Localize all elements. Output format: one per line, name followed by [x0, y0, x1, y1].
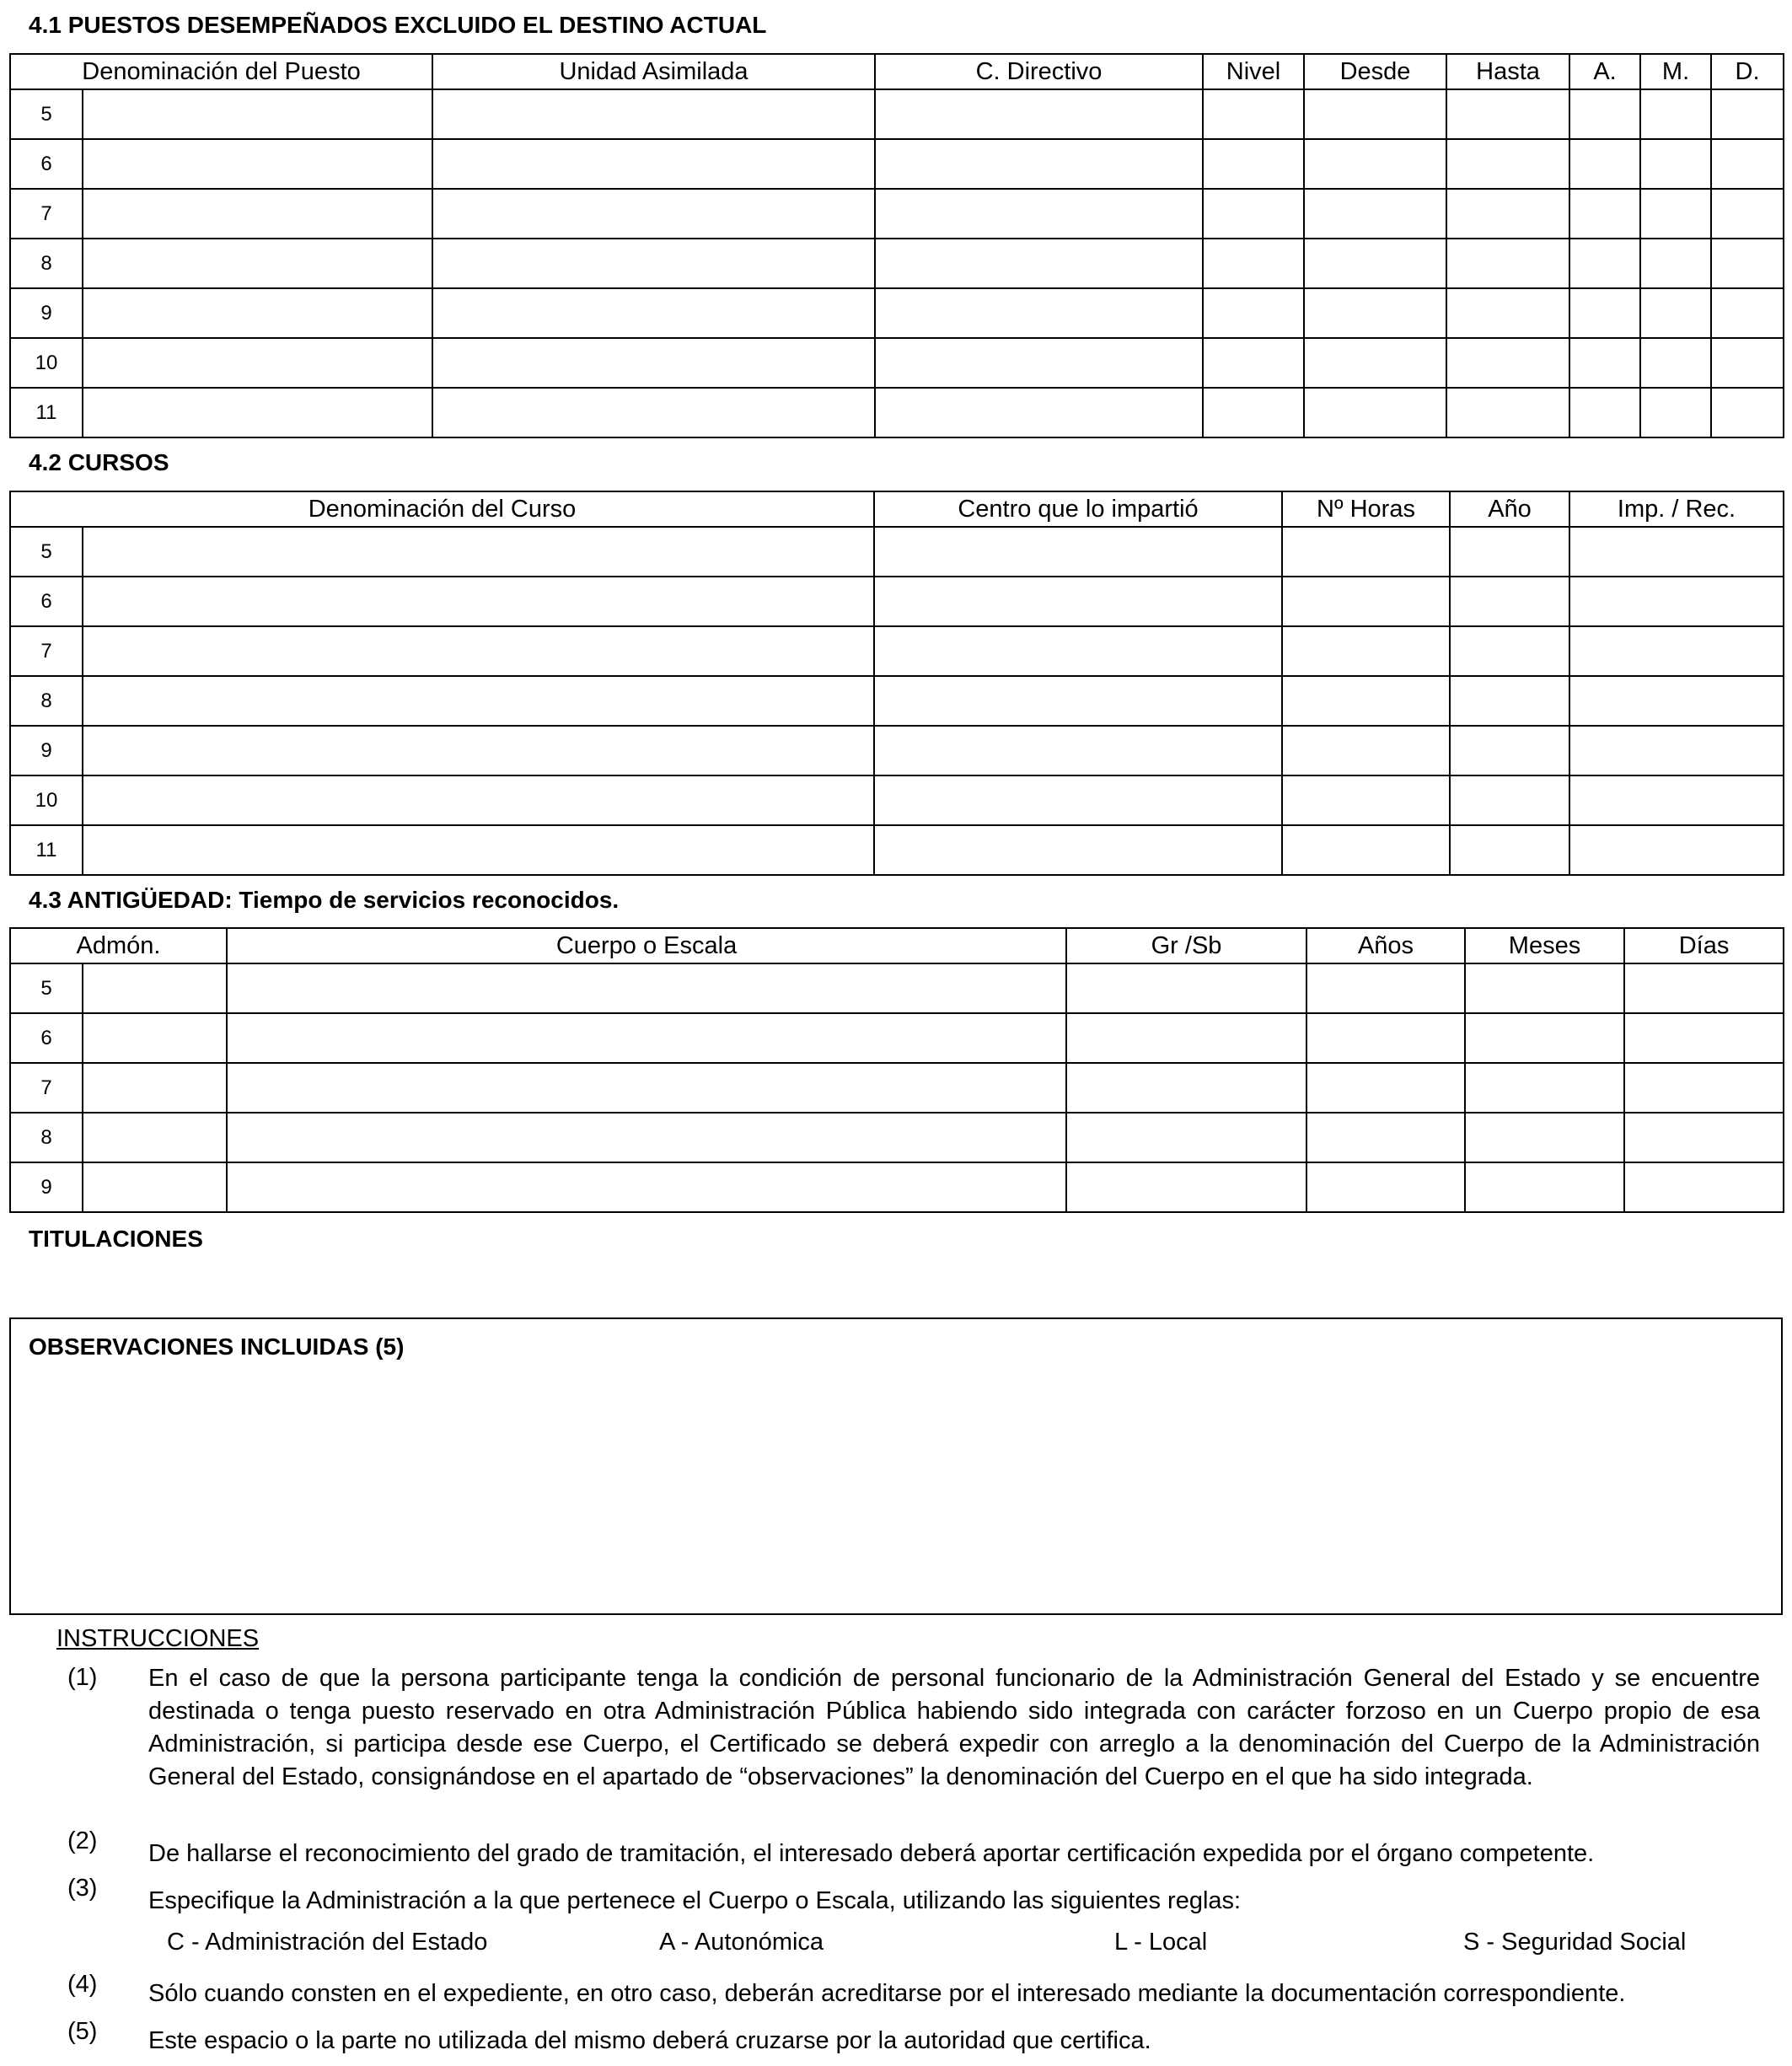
- input-cell[interactable]: [1640, 388, 1711, 437]
- col-header-centro: Centro que lo impartió: [874, 491, 1282, 527]
- input-cell[interactable]: [1569, 288, 1640, 338]
- input-cell[interactable]: [874, 577, 1282, 626]
- input-cell[interactable]: [1203, 89, 1304, 139]
- input-cell[interactable]: [1624, 1063, 1784, 1113]
- input-cell[interactable]: [83, 139, 432, 189]
- col-header-c-directivo: C. Directivo: [875, 54, 1203, 89]
- input-cell[interactable]: [1306, 1013, 1465, 1063]
- input-cell[interactable]: [227, 1162, 1066, 1212]
- input-cell[interactable]: [1624, 1013, 1784, 1063]
- input-cell[interactable]: [1282, 726, 1450, 775]
- col-header-cuerpo-escala: Cuerpo o Escala: [227, 928, 1066, 963]
- col-header-anos: Años: [1306, 928, 1465, 963]
- input-cell[interactable]: [1569, 775, 1784, 825]
- col-header-d: D.: [1711, 54, 1784, 89]
- input-cell[interactable]: [875, 288, 1203, 338]
- input-cell[interactable]: [1306, 1113, 1465, 1162]
- table-row: [10, 963, 1784, 1013]
- input-cell[interactable]: [83, 1063, 227, 1113]
- instruction-number: (2): [67, 1827, 98, 1854]
- input-cell[interactable]: [1066, 963, 1306, 1013]
- input-cell[interactable]: [1282, 825, 1450, 875]
- input-cell[interactable]: [83, 89, 432, 139]
- col-header-hasta: Hasta: [1446, 54, 1569, 89]
- input-cell[interactable]: [1569, 626, 1784, 676]
- antiguedad-header-row: [10, 928, 1784, 963]
- input-cell[interactable]: [1446, 288, 1569, 338]
- instruction-text: De hallarse el reconocimiento del grado de tramitación, el interesado deberá aportar certificación expedida por el órgano competente.: [148, 1840, 1595, 1867]
- section-title-puestos: 4.1 PUESTOS DESEMPEÑADOS EXCLUIDO EL DESTINO ACTUAL: [29, 12, 767, 38]
- input-cell[interactable]: [1465, 1063, 1624, 1113]
- rule-c-estado: C - Administración del Estado: [167, 1929, 488, 1956]
- row-number: 6: [10, 139, 83, 189]
- input-cell[interactable]: [1306, 1063, 1465, 1113]
- col-header-denominacion-curso: Denominación del Curso: [10, 491, 874, 527]
- table-row: [10, 1013, 1784, 1063]
- input-cell[interactable]: [83, 388, 432, 437]
- input-cell[interactable]: [1711, 338, 1784, 388]
- input-cell[interactable]: [1640, 239, 1711, 288]
- input-cell[interactable]: [1465, 1113, 1624, 1162]
- table-row: [10, 726, 1784, 775]
- input-cell[interactable]: [432, 239, 875, 288]
- row-number: 10: [10, 338, 83, 388]
- input-cell[interactable]: [874, 775, 1282, 825]
- input-cell[interactable]: [432, 89, 875, 139]
- input-cell[interactable]: [1711, 89, 1784, 139]
- col-header-imp-rec: Imp. / Rec.: [1569, 491, 1784, 527]
- row-number: 7: [10, 189, 83, 239]
- input-cell[interactable]: [1066, 1013, 1306, 1063]
- instruction-number: (4): [67, 1971, 98, 1998]
- input-cell[interactable]: [1446, 139, 1569, 189]
- input-cell[interactable]: [227, 1113, 1066, 1162]
- instruction-text: Este espacio o la parte no utilizada del mismo deberá cruzarse por la autoridad que certifica.: [148, 2027, 1151, 2054]
- input-cell[interactable]: [1306, 1162, 1465, 1212]
- row-number: 11: [10, 388, 83, 437]
- col-header-meses: Meses: [1465, 928, 1624, 963]
- input-cell[interactable]: [83, 1013, 227, 1063]
- row-number: 6: [10, 1013, 83, 1063]
- row-number: 7: [10, 626, 83, 676]
- input-cell[interactable]: [1304, 189, 1446, 239]
- input-cell[interactable]: [1569, 527, 1784, 577]
- input-cell[interactable]: [1446, 189, 1569, 239]
- input-cell[interactable]: [1450, 626, 1569, 676]
- row-number: 9: [10, 1162, 83, 1212]
- table-row: [10, 288, 1784, 338]
- table-row: [10, 1063, 1784, 1113]
- input-cell[interactable]: [1304, 139, 1446, 189]
- table-row: [10, 825, 1784, 875]
- input-cell[interactable]: [1624, 963, 1784, 1013]
- instruction-text: Especifique la Administración a la que pertenece el Cuerpo o Escala, utilizando las siguientes reglas:: [148, 1887, 1242, 1914]
- table-row: [10, 676, 1784, 726]
- col-header-a: A.: [1569, 54, 1640, 89]
- cursos-table: [9, 491, 1784, 876]
- input-cell[interactable]: [1304, 388, 1446, 437]
- col-header-horas: Nº Horas: [1282, 491, 1450, 527]
- table-row: [10, 139, 1784, 189]
- input-cell[interactable]: [1203, 338, 1304, 388]
- input-cell[interactable]: [1569, 338, 1640, 388]
- input-cell[interactable]: [1569, 89, 1640, 139]
- row-number: 8: [10, 239, 83, 288]
- input-cell[interactable]: [1203, 139, 1304, 189]
- input-cell[interactable]: [1282, 527, 1450, 577]
- table-row: [10, 775, 1784, 825]
- col-header-unidad-asimilada: Unidad Asimilada: [432, 54, 875, 89]
- input-cell[interactable]: [1465, 1162, 1624, 1212]
- instruction-number: (3): [67, 1875, 98, 1902]
- row-number: 9: [10, 726, 83, 775]
- col-header-admon: Admón.: [10, 928, 227, 963]
- input-cell[interactable]: [1304, 288, 1446, 338]
- input-cell[interactable]: [1450, 676, 1569, 726]
- input-cell[interactable]: [1203, 239, 1304, 288]
- col-header-denominacion-puesto: Denominación del Puesto: [10, 54, 432, 89]
- input-cell[interactable]: [1203, 388, 1304, 437]
- table-row: [10, 239, 1784, 288]
- section-title-cursos: 4.2 CURSOS: [29, 449, 169, 475]
- input-cell[interactable]: [1624, 1113, 1784, 1162]
- input-cell[interactable]: [1304, 239, 1446, 288]
- input-cell[interactable]: [875, 139, 1203, 189]
- input-cell[interactable]: [1306, 963, 1465, 1013]
- input-cell[interactable]: [83, 189, 432, 239]
- input-cell[interactable]: [83, 288, 432, 338]
- input-cell[interactable]: [1446, 338, 1569, 388]
- input-cell[interactable]: [1450, 775, 1569, 825]
- input-cell[interactable]: [1203, 189, 1304, 239]
- input-cell[interactable]: [1711, 388, 1784, 437]
- col-header-m: M.: [1640, 54, 1711, 89]
- instruction-text: En el caso de que la persona participante tenga la condición de personal funcionario de la Administración General del Estado y se encuentre destinada o tenga puesto reservado en otra Administración Pública habiendo sido integrada con carácter forzoso en un Cuerpo propio de esa Administración, si participa desde ese Cuerpo, el Certificado se deberá expedir con arreglo a la denominación del Cuerpo de la Administración General del Estado, consignándose en el apartado de “observaciones” la denominación del Cuerpo en el que ha sido integrada.: [148, 1665, 1760, 1790]
- input-cell[interactable]: [1450, 527, 1569, 577]
- row-number: 11: [10, 825, 83, 875]
- input-cell[interactable]: [1569, 388, 1640, 437]
- input-cell[interactable]: [83, 963, 227, 1013]
- table-row: [10, 189, 1784, 239]
- input-cell[interactable]: [1569, 189, 1640, 239]
- input-cell[interactable]: [875, 338, 1203, 388]
- input-cell[interactable]: [1569, 676, 1784, 726]
- section-title-antiguedad: 4.3 ANTIGÜEDAD: Tiempo de servicios reconocidos.: [29, 887, 620, 913]
- input-cell[interactable]: [1640, 89, 1711, 139]
- input-cell[interactable]: [83, 1162, 227, 1212]
- row-number: 5: [10, 89, 83, 139]
- input-cell[interactable]: [1465, 963, 1624, 1013]
- input-cell[interactable]: [1465, 1013, 1624, 1063]
- input-cell[interactable]: [1711, 288, 1784, 338]
- input-cell[interactable]: [1282, 626, 1450, 676]
- row-number: 5: [10, 527, 83, 577]
- table-row: [10, 388, 1784, 437]
- observaciones-title: OBSERVACIONES INCLUIDAS (5): [29, 1334, 405, 1360]
- input-cell[interactable]: [227, 1013, 1066, 1063]
- input-cell[interactable]: [1624, 1162, 1784, 1212]
- rule-a-autonomica: A - Autonómica: [659, 1929, 824, 1956]
- col-header-dias: Días: [1624, 928, 1784, 963]
- input-cell[interactable]: [83, 726, 874, 775]
- input-cell[interactable]: [83, 527, 874, 577]
- input-cell[interactable]: [1282, 577, 1450, 626]
- row-number: 8: [10, 676, 83, 726]
- input-cell[interactable]: [1304, 89, 1446, 139]
- input-cell[interactable]: [83, 775, 874, 825]
- input-cell[interactable]: [1066, 1162, 1306, 1212]
- input-cell[interactable]: [1569, 726, 1784, 775]
- table-row: [10, 1113, 1784, 1162]
- instruction-number: (5): [67, 2018, 98, 2045]
- input-cell[interactable]: [1066, 1113, 1306, 1162]
- input-cell[interactable]: [227, 1063, 1066, 1113]
- input-cell[interactable]: [874, 527, 1282, 577]
- instruction-text: Sólo cuando consten en el expediente, en otro caso, deberán acreditarse por el interesado mediante la documentación correspondiente.: [148, 1980, 1626, 2007]
- input-cell[interactable]: [1569, 139, 1640, 189]
- input-cell[interactable]: [1446, 239, 1569, 288]
- col-header-desde: Desde: [1304, 54, 1446, 89]
- input-cell[interactable]: [432, 189, 875, 239]
- input-cell[interactable]: [83, 1113, 227, 1162]
- table-row: [10, 338, 1784, 388]
- input-cell[interactable]: [1640, 288, 1711, 338]
- input-cell[interactable]: [1203, 288, 1304, 338]
- input-cell[interactable]: [1640, 189, 1711, 239]
- input-cell[interactable]: [874, 825, 1282, 875]
- row-number: 6: [10, 577, 83, 626]
- input-cell[interactable]: [1446, 89, 1569, 139]
- col-header-nivel: Nivel: [1203, 54, 1304, 89]
- input-cell[interactable]: [1450, 726, 1569, 775]
- input-cell[interactable]: [1640, 338, 1711, 388]
- section-title-titulaciones: TITULACIONES: [29, 1226, 203, 1252]
- row-number: 10: [10, 775, 83, 825]
- row-number: 9: [10, 288, 83, 338]
- input-cell[interactable]: [1711, 189, 1784, 239]
- input-cell[interactable]: [875, 388, 1203, 437]
- table-row: [10, 626, 1784, 676]
- input-cell[interactable]: [227, 963, 1066, 1013]
- input-cell[interactable]: [83, 338, 432, 388]
- table-row: [10, 89, 1784, 139]
- input-cell[interactable]: [875, 239, 1203, 288]
- input-cell[interactable]: [875, 189, 1203, 239]
- input-cell[interactable]: [83, 239, 432, 288]
- input-cell[interactable]: [1711, 139, 1784, 189]
- input-cell[interactable]: [432, 388, 875, 437]
- rule-s-seguridad-social: S - Seguridad Social: [1463, 1929, 1687, 1956]
- table-row: [10, 527, 1784, 577]
- input-cell[interactable]: [1282, 676, 1450, 726]
- input-cell[interactable]: [432, 139, 875, 189]
- observaciones-box[interactable]: [9, 1317, 1783, 1615]
- input-cell[interactable]: [1711, 239, 1784, 288]
- col-header-ano: Año: [1450, 491, 1569, 527]
- table-row: [10, 1162, 1784, 1212]
- input-cell[interactable]: [1066, 1063, 1306, 1113]
- puestos-header-row: [10, 54, 1784, 89]
- input-cell[interactable]: [1446, 388, 1569, 437]
- input-cell[interactable]: [1450, 577, 1569, 626]
- row-number: 8: [10, 1113, 83, 1162]
- puestos-table: [9, 53, 1784, 438]
- input-cell[interactable]: [83, 825, 874, 875]
- row-number: 7: [10, 1063, 83, 1113]
- instrucciones-title: INSTRUCCIONES: [56, 1625, 260, 1652]
- antiguedad-table: [9, 927, 1784, 1213]
- rule-l-local: L - Local: [1114, 1929, 1208, 1956]
- input-cell[interactable]: [874, 626, 1282, 676]
- instruction-number: (1): [67, 1664, 98, 1691]
- input-cell[interactable]: [83, 676, 874, 726]
- input-cell[interactable]: [83, 577, 874, 626]
- input-cell[interactable]: [1569, 577, 1784, 626]
- input-cell[interactable]: [1450, 825, 1569, 875]
- input-cell[interactable]: [1304, 338, 1446, 388]
- input-cell[interactable]: [1569, 239, 1640, 288]
- input-cell[interactable]: [432, 338, 875, 388]
- input-cell[interactable]: [432, 288, 875, 338]
- col-header-gr-sb: Gr /Sb: [1066, 928, 1306, 963]
- row-number: 5: [10, 963, 83, 1013]
- table-row: [10, 577, 1784, 626]
- input-cell[interactable]: [83, 626, 874, 676]
- input-cell[interactable]: [1569, 825, 1784, 875]
- input-cell[interactable]: [1640, 139, 1711, 189]
- input-cell[interactable]: [874, 726, 1282, 775]
- input-cell[interactable]: [1282, 775, 1450, 825]
- input-cell[interactable]: [875, 89, 1203, 139]
- cursos-header-row: [10, 491, 1784, 527]
- input-cell[interactable]: [874, 676, 1282, 726]
